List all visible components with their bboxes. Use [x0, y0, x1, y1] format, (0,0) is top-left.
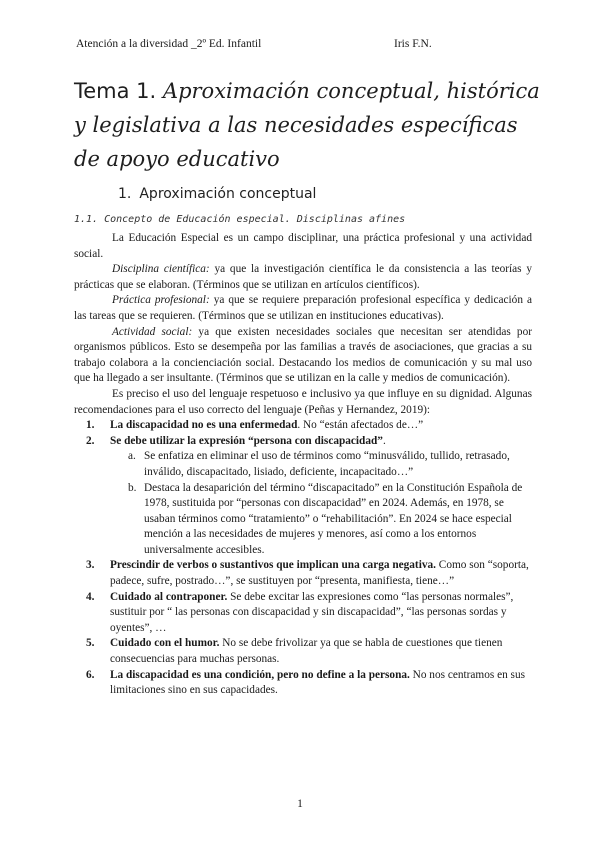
list-item: [74, 558, 532, 589]
list-item: [74, 636, 532, 667]
list-item-bold: Cuidado al contraponer.: [110, 590, 228, 603]
sub-list-text: Destaca la desaparición del término “discapacitado” en la Constitución Española de 1978, sustituida por “personas con discapacidad” en 2024. Además, en 1978, se usaban términos como “tratamiento” o “rehabilitación”. En 2024 se hace especial mención a las necesidades de mujeres y menores, así como a los entornos universalmente accesibles.: [144, 481, 523, 556]
list-item-bold: La discapacidad no es una enfermedad: [110, 419, 298, 432]
list-number: 5.: [86, 637, 95, 650]
term-disciplina: Disciplina científica:: [112, 263, 210, 276]
sub-list-letter: a.: [128, 450, 136, 463]
recommendations-list: [74, 418, 532, 699]
sub-list-item: [74, 481, 532, 559]
section-number: 1.: [118, 186, 132, 202]
header-course: Atención a la diversidad _2º Ed. Infantil: [76, 38, 262, 50]
list-item-text: Como son “soporta, padece, sufre, postrado…”, se sustituyen por “presenta, manifiesta, tiene…”: [110, 559, 529, 588]
paragraph-intro: La Educación Especial es un campo disciplinar, una práctica profesional y una actividad social.: [74, 232, 532, 260]
list-item-text: No nos centramos en sus limitaciones sino en sus capacidades.: [110, 668, 525, 697]
list-number: 6.: [86, 668, 95, 681]
document-body: [74, 231, 532, 699]
list-item-text: .: [382, 434, 386, 447]
sub-list-item: [74, 449, 532, 480]
paragraph-lenguaje: Es preciso el uso del lenguaje respetuoso e inclusivo ya que influye en su dignidad. Algunas recomendaciones para el uso correcto del lenguaje (Peñas y Hernandez, 2019):: [74, 387, 532, 416]
list-number: 1.: [86, 419, 95, 432]
subsection-heading: 1.1. Concepto de Educación especial. Disciplinas afines: [74, 214, 406, 225]
text-disciplina: ya que la investigación científica le da consistencia a las teorías y prácticas que se elaboran. (Términos que se utilizan en artículos científicos).: [74, 263, 533, 291]
term-actividad: Actividad social:: [112, 325, 193, 338]
list-item: [74, 418, 532, 434]
page-number: 1: [297, 798, 303, 810]
sub-list: [74, 449, 532, 558]
list-item-text: . No “están afectados de…”: [297, 419, 424, 432]
term-practica: Práctica profesional:: [112, 294, 210, 307]
list-item-bold: Cuidado con el humor.: [110, 637, 220, 650]
list-number: 2.: [86, 434, 95, 447]
list-item-text: No se debe frivolizar ya que se habla de cuestiones que tienen consecuencias para muchas personas.: [110, 637, 503, 666]
list-item: [74, 668, 532, 699]
list-number: 4.: [86, 590, 95, 603]
list-item: [74, 434, 532, 559]
paragraph-practica: [74, 293, 532, 324]
text-practica: ya que se requiere preparación profesional específica y dedicación a las tareas que se requieren. (Términos que se utilizan en instituciones educativas).: [74, 294, 532, 322]
paragraph-disciplina: [74, 262, 532, 293]
text-actividad: ya que existen necesidades sociales que necesitan ser atendidas por organismos públicos. Esto se desempeña por las familias a través de asociaciones, que gracias a su trabajo colabora a la concienciación social. Destacando los medios de comunicación y su mal uso que ha llegado a ser insultante. (Términos que se utilizan en la calle y medios de comunicación).: [74, 325, 532, 385]
title-main: Aproximación conceptual, histórica y legislativa a las necesidades específicas de apoyo educativo: [74, 79, 540, 171]
list-item-bold: Se debe utilizar la expresión “persona con discapacidad”: [110, 434, 383, 447]
list-item-bold: La discapacidad es una condición, pero no define a la persona.: [110, 668, 410, 681]
sub-list-letter: b.: [128, 481, 137, 494]
title-prefix: Tema 1.: [74, 79, 163, 103]
list-item-bold: Prescindir de verbos o sustantivos que implican una carga negativa.: [110, 559, 436, 572]
paragraph-actividad: [74, 325, 532, 387]
section-heading: [118, 186, 316, 202]
section-label: Aproximación conceptual: [139, 186, 317, 202]
list-number: 3.: [86, 559, 95, 572]
page-title: [74, 74, 544, 176]
list-item: [74, 590, 532, 637]
sub-list-text: Se enfatiza en eliminar el uso de términos como “minusválido, tullido, retrasado, inválido, discapacitado, lisiado, deficiente, incapacitado…”: [144, 450, 510, 478]
list-item-text: Se debe excitar las expresiones como “las personas normales”, sustituir por “ las personas con discapacidad y sin discapacidad”, “las personas sordas y oyentes”, …: [110, 590, 514, 634]
header-author: Iris F.N.: [394, 38, 432, 50]
